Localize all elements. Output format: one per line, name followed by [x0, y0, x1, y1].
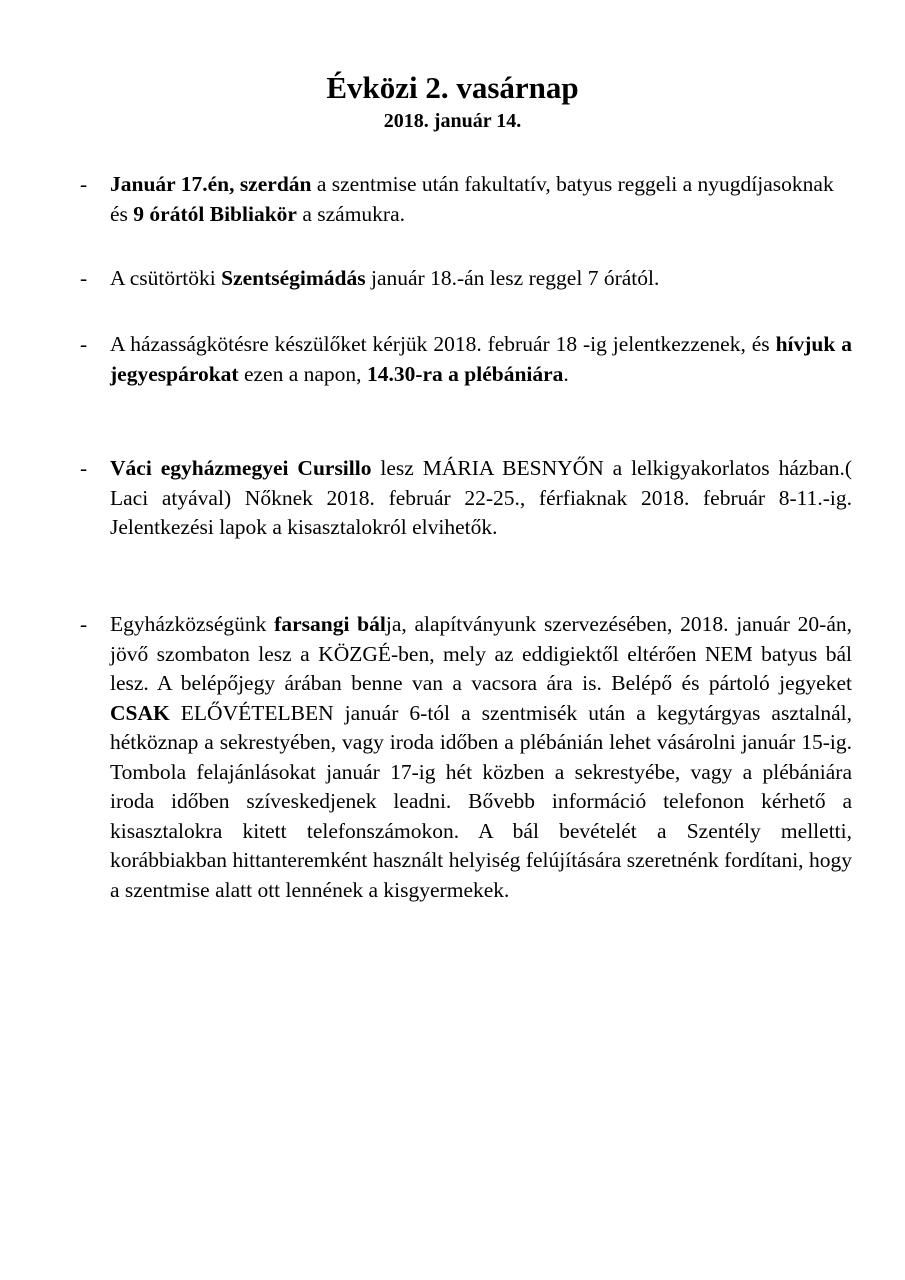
announcement-item: [80, 610, 852, 905]
bold-text-segment: Szentségimádás: [221, 266, 366, 290]
bullet-dash: -: [80, 266, 88, 290]
bold-text-segment: farsangi bál: [274, 612, 386, 636]
text-segment: ja, alapítványunk szervezésében, 2018. január 20-án, jövő szombaton lesz a KÖZGÉ-ben, mely az eddigiektől eltérően NEM batyus bál lesz. A belépőjegy árában benne van a vacsora ára is. Belépő és pártoló jegyeket: [110, 612, 853, 695]
text-segment: a szentmise után fakultatív, batyus reggeli a nyugdíjasoknak és: [110, 172, 834, 226]
announcement-text: [110, 170, 852, 229]
text-segment: január 18.-án lesz reggel 7 órától.: [365, 266, 660, 290]
bold-text-segment: hívjuk a jegyespárokat: [110, 332, 852, 386]
bold-text-segment: Váci egyházmegyei Cursillo: [110, 456, 372, 480]
announcement-text: [110, 264, 852, 294]
text-segment: ELŐVÉTELBEN január 6-tól a szentmisék után a kegytárgyas asztalnál, hétköznap a sekrestyében, vagy iroda időben a plébánián lehet vásárolni január 15-ig. Tombola felajánlásokat január 17-ig hét közben a sekrestyébe, vagy a plébániára iroda időben szíveskedjenek leadni. Bővebb információ telefonon kérhető a kisasztalokra kitett telefonszámokon. A bál bevételét a Szentély melletti, korábbiakban hittanteremként használt helyiség felújítására szeretnénk fordítani, hogy a szentmise alatt ott lennének a kisgyermekek.: [110, 700, 852, 902]
text-segment: lesz MÁRIA BESNYŐN a lelkigyakorlatos házban.( Laci atyával) Nőknek 2018. február 22-25., férfiaknak 2018. február 8-11.-ig. Jelentkezési lapok a kisasztalokról elvihetők.: [110, 456, 852, 539]
bold-text-segment: 9 órától Bibliakör: [133, 201, 297, 226]
text-segment: Egyházközségünk: [110, 612, 275, 636]
bold-text-segment: CSAK: [110, 700, 170, 725]
bold-text-segment: 14.30-ra a plébániára: [366, 361, 564, 386]
announcement-text: [110, 454, 852, 543]
announcement-item: [80, 454, 852, 543]
bullet-dash: -: [80, 456, 88, 480]
bullet-dash: -: [80, 172, 88, 196]
bold-text-segment: Január 17.én, szerdán: [110, 172, 312, 196]
page-title: Évközi 2. vasárnap: [326, 70, 579, 105]
announcement-item: [80, 330, 852, 389]
bullet-dash: -: [80, 332, 88, 356]
text-segment: A csütörtöki: [110, 266, 222, 290]
text-segment: A házasságkötésre készülőket kérjük 2018. február 18 -ig jelentkezzenek, és: [110, 332, 776, 356]
announcement-item: [80, 264, 852, 294]
announcement-text: [110, 330, 852, 389]
text-segment: .: [563, 361, 569, 386]
page-date: 2018. január 14.: [383, 110, 522, 132]
text-segment: ezen a napon,: [238, 361, 367, 386]
announcement-text: [110, 610, 852, 905]
text-segment: a számukra.: [296, 201, 405, 226]
announcement-item: [80, 170, 852, 229]
bullet-dash: -: [80, 612, 88, 636]
